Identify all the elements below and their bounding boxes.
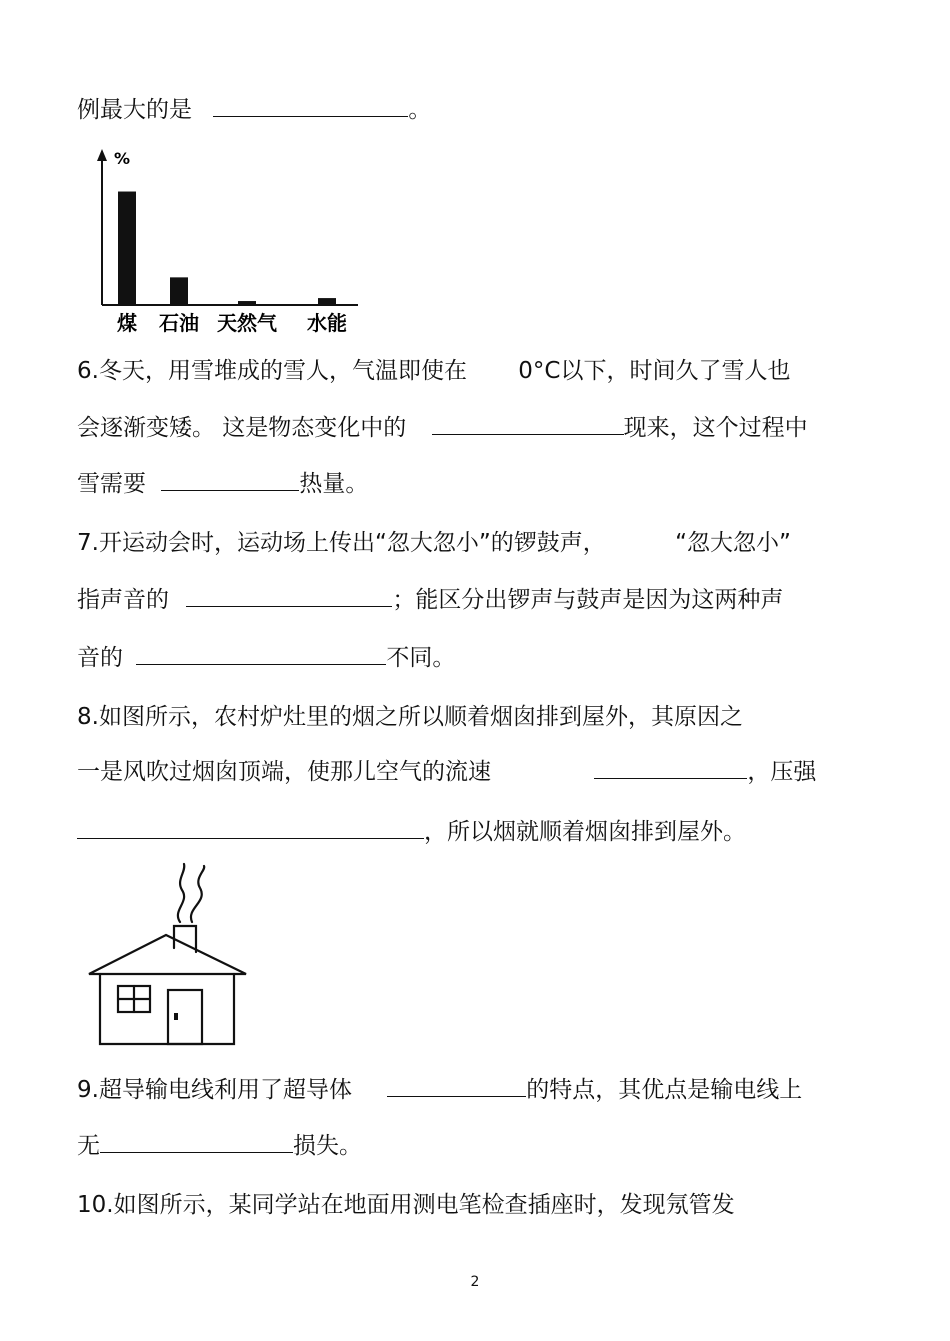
answer-blank[interactable]: [387, 1074, 526, 1097]
q7-line-2: [77, 584, 783, 615]
door: [168, 990, 202, 1044]
q8-line-1: 8.如图所示，农村炉灶里的烟之所以顺着烟囱排到屋外，其原因之: [77, 704, 743, 730]
q7-text: 音的: [77, 645, 123, 671]
q6-text: 会逐渐变矮。 这是物态变化中的: [77, 415, 407, 441]
answer-blank[interactable]: [77, 816, 424, 839]
q7-text: ；能区分出锣声与鼓声是因为这两种声: [392, 587, 784, 613]
smoke-line: [178, 864, 184, 922]
q9-text: 损失。: [293, 1133, 362, 1159]
q7-text: 指声音的: [77, 587, 169, 613]
q5-line: [77, 94, 431, 125]
q6-text: 0°C以下，时间久了雪人也: [518, 358, 791, 384]
bar-2: [238, 301, 256, 304]
energy-bar-chart: [82, 144, 372, 340]
answer-blank[interactable]: [161, 468, 299, 491]
bar-3: [318, 298, 336, 304]
q8-line-3: [77, 816, 746, 847]
answer-blank[interactable]: [432, 412, 624, 435]
q9-line-2: [77, 1130, 362, 1161]
q6-line-2: [77, 412, 808, 443]
q9-text: 9.超导输电线利用了超导体: [77, 1077, 352, 1103]
y-axis-arrow: [97, 149, 107, 161]
y-axis-label: %: [114, 149, 131, 168]
q8-text: 一是风吹过烟囱顶端，使那儿空气的流速: [77, 759, 491, 785]
smoke-line: [191, 866, 204, 922]
q7-line-1: [77, 528, 791, 558]
q8-line-2: [77, 756, 816, 787]
q6-text: 雪需要: [77, 471, 146, 497]
roof: [89, 935, 246, 974]
q8-text: ，压强: [747, 759, 817, 785]
q6-text: 6.冬天，用雪堆成的雪人，气温即使在: [77, 358, 467, 384]
q7-line-3: [77, 642, 455, 673]
page-number: 2: [470, 1274, 480, 1290]
q9-text: 无: [77, 1133, 100, 1159]
q9-text: 的特点，其优点是输电线上: [526, 1077, 803, 1103]
q9-line-1: [77, 1074, 802, 1105]
q7-text: 不同。: [386, 645, 456, 671]
q6-text: 现来，这个过程中: [623, 415, 808, 441]
bar-0: [118, 192, 136, 304]
q6-text: 热量。: [299, 471, 369, 497]
house-chimney-illustration: [86, 862, 251, 1052]
answer-blank[interactable]: [186, 584, 392, 607]
q6-line-3: [77, 468, 368, 499]
bar-1: [170, 277, 188, 304]
q10-line-1: 10.如图所示，某同学站在地面用测电笔检查插座时，发现氖管发: [77, 1192, 735, 1218]
answer-blank[interactable]: [213, 94, 408, 117]
q8-text: ，所以烟就顺着烟囱排到屋外。: [424, 819, 746, 845]
door-handle: [174, 1013, 178, 1020]
answer-blank[interactable]: [136, 642, 386, 665]
q6-line-1: [77, 356, 790, 386]
category-label: 水能: [307, 311, 347, 335]
answer-blank[interactable]: [594, 756, 747, 779]
q5-end: 。: [408, 97, 432, 123]
answer-blank[interactable]: [100, 1130, 293, 1153]
q7-text: 7.开运动会时，运动场上传出“忽大忽小”的锣鼓声，: [77, 530, 606, 556]
q5-text: 例最大的是: [77, 97, 192, 123]
category-label: 石油: [159, 311, 199, 335]
category-label: 煤: [117, 311, 137, 335]
category-label: 天然气: [217, 311, 277, 335]
q7-text: “忽大忽小”: [675, 530, 791, 556]
